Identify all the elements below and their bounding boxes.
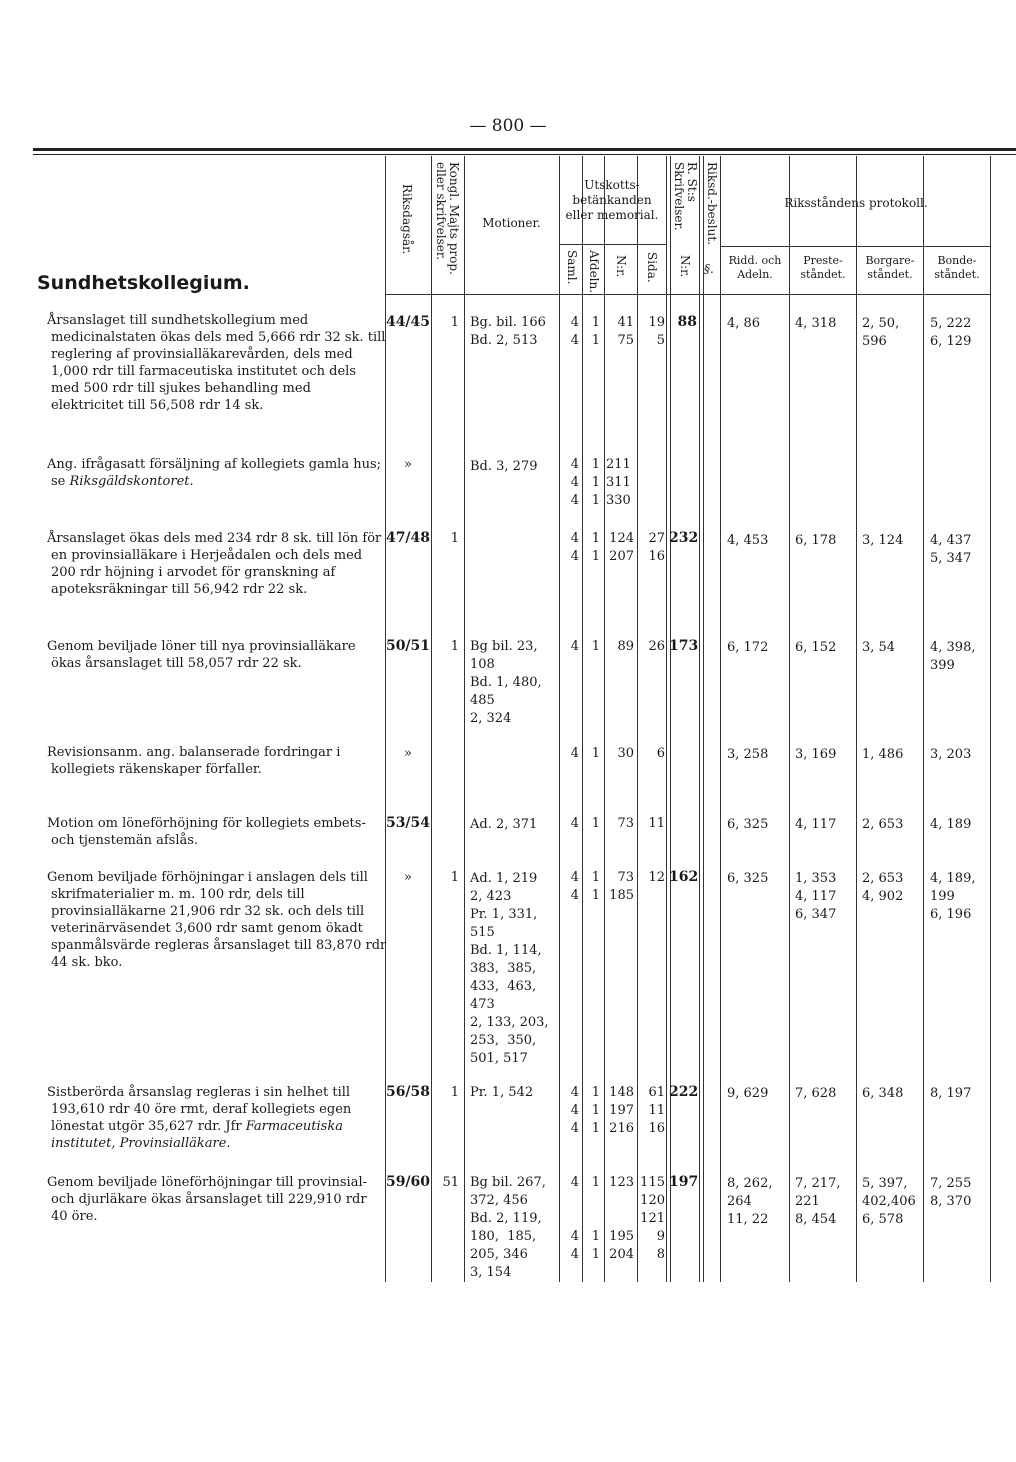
top-rule-thin	[33, 154, 1016, 155]
row-saml: 4 4	[570, 531, 579, 564]
section-title: Sundhetskollegium.	[37, 272, 250, 294]
row-nr: 73	[617, 816, 634, 831]
row-riksdag: 59/60	[385, 1174, 431, 1190]
row-preste: 6, 152	[795, 640, 837, 655]
row-rsts: 232	[669, 530, 699, 546]
row-description: Motion om löneförhöjning för kollegiets embets- och tjenstemän afslås.	[47, 816, 366, 848]
row-description: Revisionsanm. ang. balanserade fordringar i kollegiets räkenskaper förfaller.	[47, 745, 341, 777]
row-description: Årsanslaget ökas dels med 234 rdr 8 sk. till lön för en provinsialläkare i Herjeådalen och dels med 200 rdr höjning i arvodet för granskning af apoteksräkningar till 56,942 rdr 22 sk.	[47, 531, 382, 597]
row-afdeln: 1 1 1	[591, 1175, 600, 1262]
header-bottom-rule	[385, 294, 990, 295]
row-sida: 12	[648, 870, 665, 885]
row-nr: 73 185	[609, 870, 634, 903]
header-rsts-nr: N:r.	[678, 255, 692, 278]
row-riksdag: 44/45	[385, 314, 431, 330]
row-bonde: 4, 189	[930, 817, 972, 832]
row-saml: 4 4 4	[570, 457, 579, 508]
header-sida: Sida.	[645, 252, 659, 283]
row-sida: 11	[648, 816, 665, 831]
row-afdeln: 1	[591, 746, 600, 761]
row-saml: 4	[570, 639, 579, 654]
row-saml: 4 4	[570, 315, 579, 348]
row-borgare: 5, 397, 402,406 6, 578	[862, 1176, 916, 1227]
row-ridd: 9, 629	[727, 1086, 769, 1101]
row-rsts: 222	[669, 1084, 699, 1100]
header-riksdbeslut: Riksd.-beslut.	[705, 162, 719, 245]
row-description: Genom beviljade löner till nya provinsialläkare ökas årsanslaget till 58,057 rdr 22 sk.	[47, 639, 356, 671]
row-kongl: 1	[450, 315, 459, 330]
row-sida: 6	[656, 746, 665, 761]
header-borgare: Borgare- ståndet.	[865, 254, 915, 281]
row-nr: 211 311 330	[606, 457, 631, 508]
row-description: Genom beviljade löneförhöjningar till provinsial- och djurläkare ökas årsanslaget till 229,910 rdr 40 öre.	[47, 1175, 367, 1224]
row-kongl: 1	[450, 870, 459, 885]
header-subrule	[559, 244, 666, 245]
row-ridd: 3, 258	[727, 747, 769, 762]
row-afdeln: 1 1 1	[591, 457, 600, 508]
row-bonde: 4, 189, 199 6, 196	[930, 871, 976, 922]
row-afdeln: 1 1	[591, 870, 600, 903]
row-ridd: 4, 86	[727, 316, 761, 331]
row-description	[47, 1084, 387, 1152]
row-saml: 4	[570, 816, 579, 831]
row-riksdag: 50/51	[385, 638, 431, 654]
row-saml: 4 4	[570, 870, 579, 903]
row-riksdag: »	[404, 746, 412, 761]
row-bonde: 5, 222 6, 129	[930, 316, 972, 349]
row-rsts: 88	[677, 314, 697, 330]
row-borgare: 2, 653 4, 902	[862, 871, 904, 904]
row-riksdag: 53/54	[385, 815, 431, 831]
row-nr: 123 195 204	[609, 1175, 634, 1262]
row-rsts: 162	[669, 869, 699, 885]
row-preste: 4, 117	[795, 817, 837, 832]
row-motioner: Pr. 1, 542	[470, 1085, 534, 1100]
row-bonde: 4, 437 5, 347	[930, 533, 972, 566]
row-nr: 41 75	[617, 315, 634, 348]
row-description-text: Ang. ifrågasatt försäljning af kollegiets gamla hus; se	[47, 457, 382, 489]
col-line	[923, 156, 924, 1282]
row-bonde: 4, 398, 399	[930, 640, 976, 673]
header-motioner: Motioner.	[482, 216, 541, 230]
header-bonde: Bonde- ståndet.	[934, 254, 980, 281]
top-rule-thick	[33, 148, 1016, 151]
row-saml: 4 4 4	[570, 1085, 579, 1136]
row-sida: 19 5	[648, 315, 665, 348]
row-borgare: 2, 50, 596	[862, 316, 900, 349]
col-line	[789, 156, 790, 1282]
row-riksdag: »	[404, 870, 412, 885]
col-line	[464, 156, 465, 1282]
row-ridd: 8, 262, 264 11, 22	[727, 1176, 773, 1227]
row-preste: 7, 628	[795, 1086, 837, 1101]
row-nr: 30	[617, 746, 634, 761]
row-saml: 4 4 4	[570, 1175, 579, 1262]
header-subrule	[720, 246, 990, 247]
row-afdeln: 1 1	[591, 531, 600, 564]
row-description: Genom beviljade förhöjningar i anslagen dels till skrifmaterialier m. m. 100 rdr, dels till provinsialläkarne 21,906 rdr 32 sk. och dels till veterinärväsendet 3,600 rdr samt genom ökadt spanmålsvärde regleras årsanslaget till 83,870 rdr 44 sk. bko.	[47, 870, 387, 970]
row-motioner: Bg bil. 267, 372, 456 Bd. 2, 119, 180, 185, 205, 346 3, 154	[470, 1175, 546, 1280]
row-bonde: 7, 255 8, 370	[930, 1176, 972, 1209]
row-motioner: Ad. 1, 219 2, 423 Pr. 1, 331, 515 Bd. 1, 114, 383, 385, 433, 463, 473 2, 133, 203, 253, 350, 501, 517	[470, 871, 549, 1066]
header-afdeln: Afdeln.	[587, 250, 601, 294]
row-borgare: 2, 653	[862, 817, 904, 832]
row-preste: 6, 178	[795, 533, 837, 548]
row-sida: 61 11 16	[648, 1085, 665, 1136]
row-preste: 1, 353 4, 117 6, 347	[795, 871, 837, 922]
row-nr: 148 197 216	[609, 1085, 634, 1136]
row-motioner: Bg bil. 23, 108 Bd. 1, 480, 485 2, 324	[470, 639, 542, 726]
row-description-text: Sistberörda årsanslag regleras i sin helhet till 193,610 rdr 40 öre rmt, deraf kollegiets egen lönestat utgör 35,627 rdr. Jfr	[47, 1085, 352, 1134]
header-saml: Saml.	[565, 250, 579, 285]
row-ridd: 6, 172	[727, 640, 769, 655]
row-afdeln: 1	[591, 816, 600, 831]
row-afdeln: 1 1 1	[591, 1085, 600, 1136]
header-riksdagsar: Riksdagsår.	[400, 184, 414, 255]
header-paragraph: §.	[704, 262, 714, 276]
row-kongl: 1	[450, 639, 459, 654]
header-protokoll: Riksståndens protokoll.	[784, 196, 928, 210]
col-line	[856, 156, 857, 1282]
header-ridd: Ridd. och Adeln.	[728, 254, 782, 281]
row-kongl: 51	[442, 1175, 459, 1190]
row-riksdag: 47/48	[385, 530, 431, 546]
row-afdeln: 1	[591, 639, 600, 654]
row-sida: 26	[648, 639, 665, 654]
row-ridd: 4, 453	[727, 533, 769, 548]
row-rsts: 173	[669, 638, 699, 654]
col-line	[720, 156, 721, 1282]
row-kongl: 1	[450, 531, 459, 546]
row-sida: 115 120 121 9 8	[640, 1175, 665, 1262]
row-description	[47, 456, 387, 490]
header-utskotts: Utskotts- betänkanden eller memorial.	[565, 178, 659, 222]
row-description: Årsanslaget till sundhetskollegium med medicinalstaten ökas dels med 5,666 rdr 32 sk. till reglering af provinsialläkarevården, dels med 1,000 rdr till farmaceutiska institutet och dels med 500 rdr till sjukes behandling med elektricitet till 56,508 rdr 14 sk.	[47, 313, 386, 413]
row-sida: 27 16	[648, 531, 665, 564]
header-preste: Preste- ståndet.	[800, 254, 846, 281]
row-borgare: 3, 54	[862, 640, 896, 655]
row-borgare: 6, 348	[862, 1086, 904, 1101]
row-saml: 4	[570, 746, 579, 761]
row-borgare: 1, 486	[862, 747, 904, 762]
header-kongl: Kongl. Majts prop. eller skrifvelser.	[434, 162, 461, 275]
row-riksdag: 56/58	[385, 1084, 431, 1100]
row-motioner: Bg. bil. 166 Bd. 2, 513	[470, 315, 546, 348]
row-nr: 89	[617, 639, 634, 654]
header-rsts: R. St:s Skrifvelser.	[672, 162, 699, 231]
page-number: — 800 —	[469, 116, 547, 136]
col-line-double	[699, 156, 704, 1282]
row-ridd: 6, 325	[727, 871, 769, 886]
row-motioner: Ad. 2, 371	[470, 817, 538, 832]
row-preste: 3, 169	[795, 747, 837, 762]
row-motioner: Bd. 3, 279	[470, 459, 538, 474]
row-nr: 124 207	[609, 531, 634, 564]
row-reference: Riksgäldskontoret.	[69, 474, 194, 489]
row-bonde: 3, 203	[930, 747, 972, 762]
row-afdeln: 1 1	[591, 315, 600, 348]
row-bonde: 8, 197	[930, 1086, 972, 1101]
row-reference: Farmaceutiska institutet, Provinsialläkare.	[51, 1119, 343, 1151]
col-line	[990, 156, 991, 1282]
row-preste: 7, 217, 221 8, 454	[795, 1176, 841, 1227]
row-rsts: 197	[669, 1174, 699, 1190]
row-preste: 4, 318	[795, 316, 837, 331]
row-ridd: 6, 325	[727, 817, 769, 832]
header-nr: N:r.	[614, 255, 628, 278]
row-borgare: 3, 124	[862, 533, 904, 548]
row-riksdag: »	[404, 457, 412, 472]
row-kongl: 1	[450, 1085, 459, 1100]
